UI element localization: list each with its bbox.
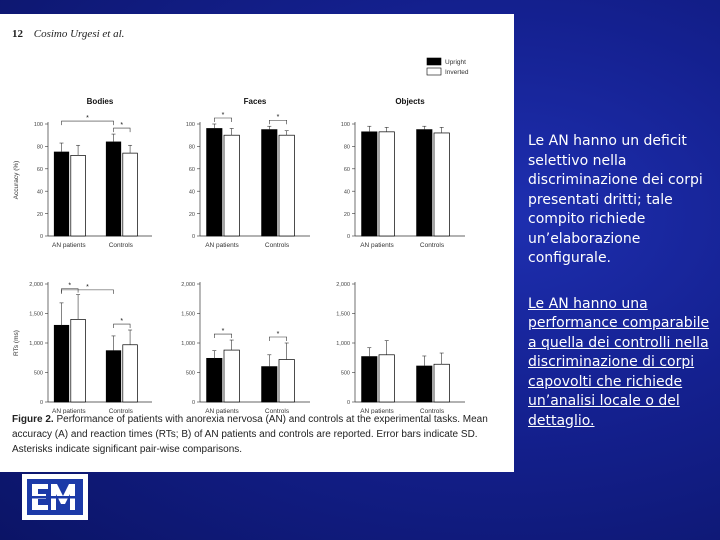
paragraph-1: Le AN hanno un deficit selettivo nella discriminazione dei corpi presentati dritti; tale compito richiede un’elaborazione configurale. xyxy=(528,133,703,266)
y-tick-label: 60 xyxy=(343,167,350,173)
bar-upright xyxy=(106,351,121,402)
x-category-label: Controls xyxy=(419,242,445,249)
bar-inverted xyxy=(224,135,239,236)
legend-label-upright: Upright xyxy=(445,59,466,66)
y-tick-label: 80 xyxy=(36,144,43,151)
y-tick-label: 60 xyxy=(188,167,195,173)
chart-panel-1 xyxy=(13,97,152,249)
legend-label-inverted: Inverted xyxy=(445,69,469,76)
legend-swatch-upright xyxy=(427,58,441,65)
bar-chart-grid xyxy=(0,14,514,414)
y-tick-label: 40 xyxy=(188,189,195,196)
x-category-label: AN patients xyxy=(360,408,394,414)
paragraph-2: Le AN hanno una performance comparabile a quella dei controlli nella discriminazione di corpi capovolti che richiede un’analisi locale o del dettaglio. xyxy=(528,295,710,429)
significance-asterisk: * xyxy=(86,115,89,123)
x-category-label: AN patients xyxy=(205,242,239,249)
bar-inverted xyxy=(279,135,294,236)
legend xyxy=(427,58,469,76)
chart-panel-4 xyxy=(13,282,152,414)
bar-inverted xyxy=(434,133,449,236)
running-head: Cosimo Urgesi et al. xyxy=(33,28,125,40)
y-tick-label: 20 xyxy=(188,211,195,218)
y-tick-label: 1,000 xyxy=(29,341,43,348)
paper-figure xyxy=(0,14,514,472)
y-axis-label: RTs (ms) xyxy=(13,330,20,356)
chart-title: Faces xyxy=(243,97,267,106)
bar-inverted xyxy=(123,345,138,402)
text-panel xyxy=(528,132,712,457)
caption-text: Performance of patients with anorexia nervosa (AN) and controls at the experimental tasks. Mean accuracy (A) and reaction times (RTs; B) of AN patients and controls are reported. Error bars indicate SD. Asterisks indicate significant pair-wise comparisons. xyxy=(12,414,488,455)
y-tick-label: 0 xyxy=(39,234,43,241)
bar-inverted xyxy=(71,319,86,402)
y-tick-label: 1,500 xyxy=(336,311,350,318)
y-tick-label: 1,000 xyxy=(181,341,195,348)
y-tick-label: 1,500 xyxy=(181,311,195,318)
x-category-label: Controls xyxy=(264,242,290,249)
bar-upright xyxy=(54,152,69,236)
bar-upright xyxy=(417,366,432,402)
y-tick-label: 100 xyxy=(33,122,43,129)
y-tick-label: 1,000 xyxy=(336,341,350,348)
em-logo xyxy=(22,474,88,520)
y-tick-label: 40 xyxy=(343,189,350,196)
y-tick-label: 0 xyxy=(39,400,43,407)
bar-upright xyxy=(262,130,277,236)
x-category-label: AN patients xyxy=(51,408,86,414)
figure-label: Figure 2. xyxy=(12,414,54,425)
bar-upright xyxy=(417,130,432,236)
x-category-label: Controls xyxy=(108,408,133,414)
bar-upright xyxy=(262,367,277,402)
y-tick-label: 40 xyxy=(36,189,43,196)
y-tick-label: 100 xyxy=(185,122,195,129)
chart-panel-5 xyxy=(181,282,310,414)
significance-asterisk: * xyxy=(221,328,225,336)
y-tick-label: 20 xyxy=(343,211,350,218)
significance-asterisk: * xyxy=(276,114,280,122)
x-category-label: Controls xyxy=(108,242,133,249)
y-tick-label: 0 xyxy=(191,234,195,241)
legend-swatch-inverted xyxy=(427,68,441,75)
y-tick-label: 1,500 xyxy=(29,311,43,318)
significance-asterisk: * xyxy=(68,282,72,290)
bar-upright xyxy=(362,132,377,236)
x-category-label: AN patients xyxy=(205,408,239,414)
y-tick-label: 0 xyxy=(346,400,350,407)
bar-upright xyxy=(106,142,121,236)
y-tick-label: 500 xyxy=(340,370,350,377)
significance-asterisk: * xyxy=(120,318,124,326)
y-axis-label: Accuracy (%) xyxy=(13,160,20,200)
significance-asterisk: * xyxy=(276,331,280,338)
x-category-label: AN patients xyxy=(51,242,86,249)
bar-upright xyxy=(207,128,222,236)
y-tick-label: 2,000 xyxy=(29,282,43,289)
figure-caption xyxy=(12,412,502,457)
y-tick-label: 20 xyxy=(36,211,43,218)
significance-asterisk: * xyxy=(86,283,89,291)
bar-inverted xyxy=(71,155,86,236)
y-tick-label: 60 xyxy=(36,167,43,173)
chart-panel-3 xyxy=(341,97,465,249)
bar-inverted xyxy=(224,350,239,402)
chart-title: Bodies xyxy=(86,97,114,106)
chart-panel-2 xyxy=(186,97,310,249)
bar-upright xyxy=(54,325,69,402)
y-tick-label: 2,000 xyxy=(336,282,350,289)
x-category-label: Controls xyxy=(419,408,445,414)
x-category-label: Controls xyxy=(264,408,290,414)
bar-inverted xyxy=(279,360,294,402)
bar-inverted xyxy=(434,364,449,402)
bar-inverted xyxy=(379,355,394,402)
y-tick-label: 0 xyxy=(191,400,195,407)
page-number: 12 xyxy=(12,28,23,40)
chart-panel-6 xyxy=(336,282,465,414)
bar-inverted xyxy=(379,132,394,236)
y-tick-label: 2,000 xyxy=(181,282,195,289)
bar-upright xyxy=(207,358,222,402)
y-tick-label: 0 xyxy=(346,234,350,241)
bar-inverted xyxy=(123,153,138,236)
y-tick-label: 80 xyxy=(343,144,350,151)
y-tick-label: 500 xyxy=(33,370,43,377)
chart-title: Objects xyxy=(395,97,425,106)
x-category-label: AN patients xyxy=(360,242,394,249)
y-tick-label: 500 xyxy=(185,370,195,377)
y-tick-label: 100 xyxy=(340,122,350,129)
bar-upright xyxy=(362,357,377,402)
y-tick-label: 80 xyxy=(188,144,195,151)
significance-asterisk: * xyxy=(221,112,225,119)
significance-asterisk: * xyxy=(120,122,124,130)
